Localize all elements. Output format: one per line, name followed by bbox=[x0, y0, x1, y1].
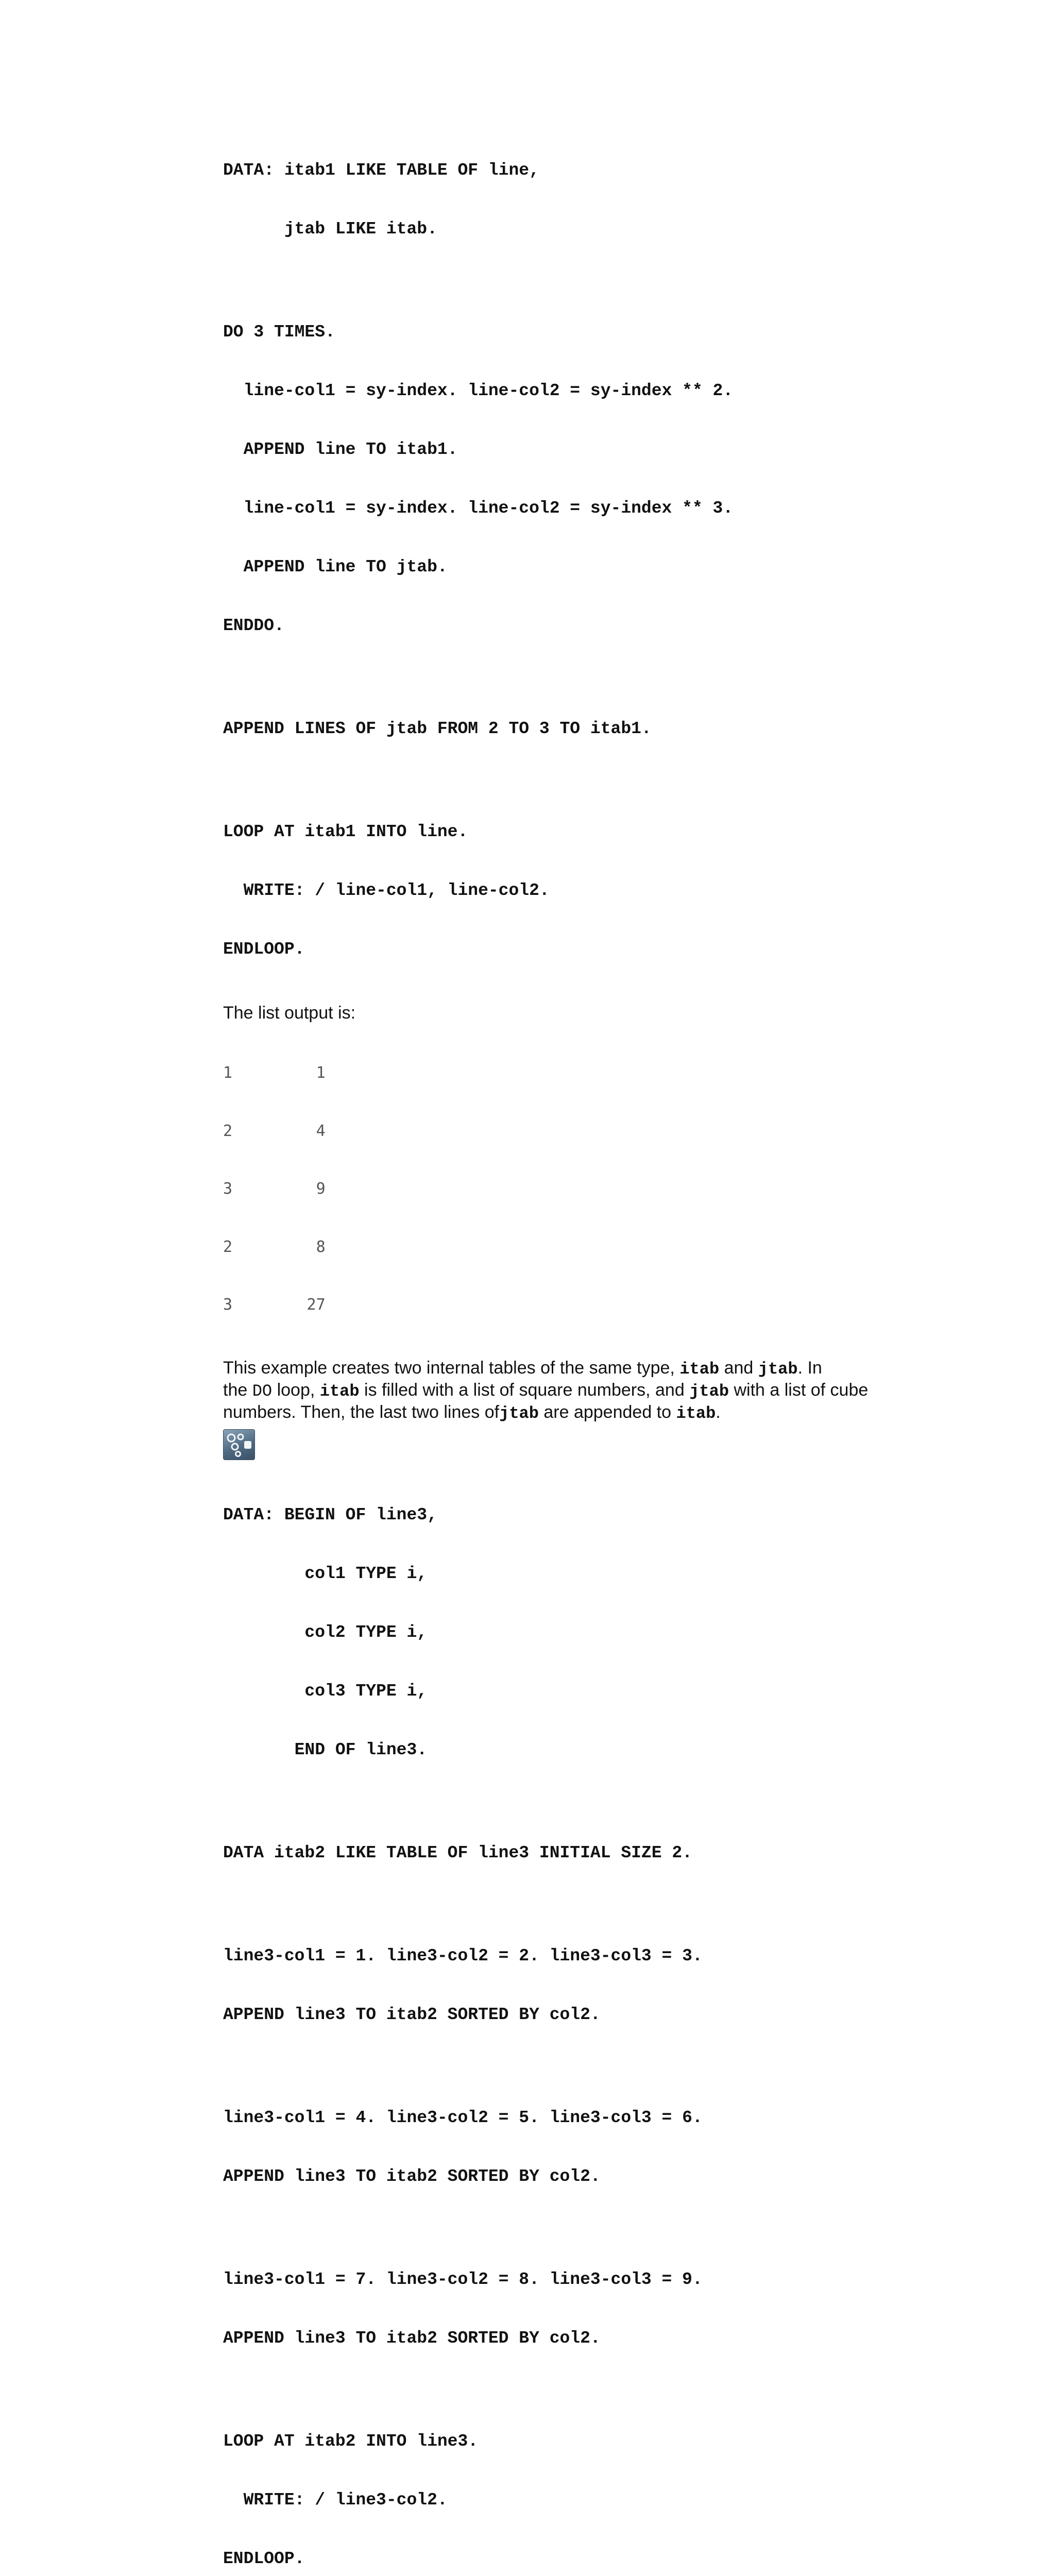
code-line: LOOP AT itab2 INTO line3. bbox=[223, 2432, 944, 2451]
output-line: 3 27 bbox=[223, 1295, 944, 1315]
text: . In bbox=[798, 1358, 822, 1378]
code-term: itab bbox=[679, 1360, 719, 1379]
code-line: DATA itab2 LIKE TABLE OF line3 INITIAL SIZE 2. bbox=[223, 1843, 944, 1863]
output-line: 1 1 bbox=[223, 1063, 944, 1083]
code-line: WRITE: / line3-col2. bbox=[223, 2490, 944, 2510]
code-line: APPEND line TO itab1. bbox=[223, 440, 944, 460]
document-page bbox=[223, 122, 944, 2576]
code-term: jtab bbox=[499, 1404, 539, 1423]
code-line: line-col1 = sy-index. line-col2 = sy-index ** 3. bbox=[223, 499, 944, 518]
code-append-2 bbox=[223, 2069, 944, 2226]
explanation-paragraph bbox=[223, 1358, 944, 1424]
code-line: col3 TYPE i, bbox=[223, 1682, 944, 1701]
code-term: jtab bbox=[758, 1360, 798, 1379]
code-line: DATA: BEGIN OF line3, bbox=[223, 1505, 944, 1525]
code-term: itab bbox=[676, 1404, 716, 1423]
list-output bbox=[223, 1025, 944, 1353]
code-line: line3-col1 = 4. line3-col2 = 5. line3-col3 = 6. bbox=[223, 2108, 944, 2128]
code-line: APPEND line3 TO itab2 SORTED BY col2. bbox=[223, 2329, 944, 2348]
text: and bbox=[719, 1358, 758, 1378]
code-line: jtab LIKE itab. bbox=[223, 219, 944, 239]
code-line: LOOP AT itab1 INTO line. bbox=[223, 822, 944, 842]
code-term: DO bbox=[252, 1382, 272, 1401]
code-line: col2 TYPE i, bbox=[223, 1623, 944, 1642]
text: . bbox=[716, 1402, 720, 1422]
example-icon-glyph bbox=[224, 1430, 254, 1460]
code-line: line3-col1 = 7. line3-col2 = 8. line3-col3 = 9. bbox=[223, 2270, 944, 2290]
code-append-3 bbox=[223, 2231, 944, 2387]
text: This example creates two internal tables of the same type, bbox=[223, 1358, 679, 1378]
text: are appended to bbox=[539, 1402, 676, 1422]
text: loop, bbox=[272, 1380, 320, 1400]
code-line: APPEND line3 TO itab2 SORTED BY col2. bbox=[223, 2005, 944, 2025]
example-icon[interactable] bbox=[223, 1429, 255, 1460]
output-label: The list output is: bbox=[223, 1003, 944, 1024]
code-table-declaration bbox=[223, 1804, 944, 1902]
code-append-1 bbox=[223, 1907, 944, 2064]
code-loop-write bbox=[223, 783, 944, 998]
text: numbers. Then, the last two lines of bbox=[223, 1402, 499, 1422]
code-line: DATA: itab1 LIKE TABLE OF line, bbox=[223, 161, 944, 180]
text: the bbox=[223, 1380, 252, 1400]
code-loop-write-2 bbox=[223, 2393, 944, 2576]
code-line: END OF line3. bbox=[223, 1740, 944, 1760]
code-line: ENDLOOP. bbox=[223, 940, 944, 959]
code-term: itab bbox=[320, 1382, 360, 1401]
code-term: jtab bbox=[689, 1382, 729, 1401]
code-struct-declaration bbox=[223, 1466, 944, 1799]
output-line: 2 4 bbox=[223, 1122, 944, 1141]
code-line: APPEND LINES OF jtab FROM 2 TO 3 TO itab1. bbox=[223, 719, 944, 739]
code-line: DO 3 TIMES. bbox=[223, 323, 944, 342]
code-data-declaration bbox=[223, 122, 944, 278]
text: with a list of cube bbox=[729, 1380, 868, 1400]
output-line: 2 8 bbox=[223, 1238, 944, 1257]
code-line: line-col1 = sy-index. line-col2 = sy-index ** 2. bbox=[223, 381, 944, 401]
code-append-lines bbox=[223, 680, 944, 778]
code-line: col1 TYPE i, bbox=[223, 1564, 944, 1584]
code-line: line3-col1 = 1. line3-col2 = 2. line3-col3 = 3. bbox=[223, 1946, 944, 1966]
code-line: ENDLOOP. bbox=[223, 2549, 944, 2569]
output-line: 3 9 bbox=[223, 1179, 944, 1199]
code-line: WRITE: / line-col1, line-col2. bbox=[223, 881, 944, 901]
code-do-loop bbox=[223, 283, 944, 675]
code-line: APPEND line TO jtab. bbox=[223, 557, 944, 577]
code-line: ENDDO. bbox=[223, 616, 944, 636]
code-line: APPEND line3 TO itab2 SORTED BY col2. bbox=[223, 2167, 944, 2187]
text: is filled with a list of square numbers, and bbox=[360, 1380, 690, 1400]
